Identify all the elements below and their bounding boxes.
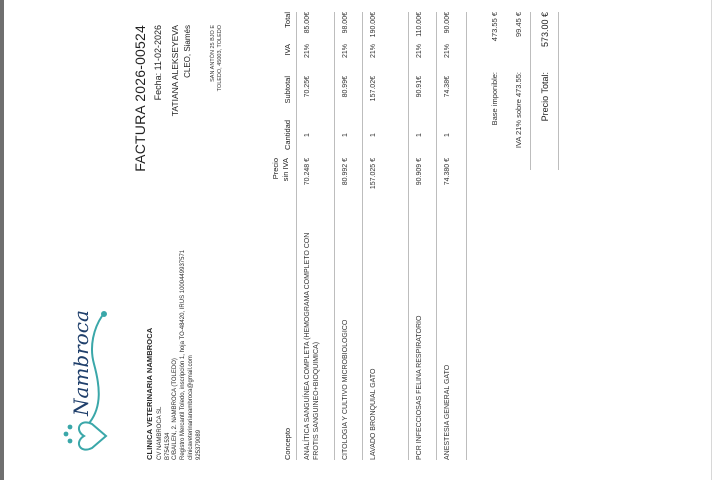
base-imponible-value: 473.55 € <box>490 12 499 42</box>
invoice-title: FACTURA 2026-00524 <box>132 25 148 172</box>
row-concepto: PCR INFECCIOSAS FELINA RESPIRATORIO <box>416 315 423 460</box>
row-subtotal: 80.99€ <box>342 76 349 98</box>
row-total: 98.00€ <box>342 12 349 34</box>
row-iva: 21% <box>304 44 311 59</box>
row-total: 90.00€ <box>444 12 451 34</box>
clinic-name: CLINICA VETERINARIA NAMBROCA <box>145 327 154 460</box>
row-subtotal: 90.91€ <box>416 76 423 98</box>
header-precio <box>271 158 291 210</box>
invoice-page <box>30 10 710 470</box>
customer-address <box>210 25 224 91</box>
row-precio: 90.909 € <box>416 158 423 186</box>
row-precio: 157.025 € <box>370 158 377 190</box>
customer-address-line1: SAN ANTÓN 25 BJO E <box>210 25 216 82</box>
row-iva: 21% <box>370 44 377 59</box>
row-subtotal: 157.02€ <box>370 76 377 102</box>
row-subtotal: 70.25€ <box>304 76 311 98</box>
header-subtotal: Subtotal <box>283 76 292 104</box>
row-cantidad: 1 <box>416 133 423 137</box>
base-imponible-label: Base imponible: <box>490 72 499 126</box>
row-iva: 21% <box>416 44 423 59</box>
table-row <box>296 12 335 460</box>
precio-total-label: Precio Total: <box>540 72 550 122</box>
row-total: 190.00€ <box>370 12 377 38</box>
row-precio: 70.248 € <box>304 158 311 186</box>
table-row <box>362 12 409 460</box>
totals-divider <box>530 12 531 170</box>
iva-total-label: IVA 21% sobre 473.55: <box>514 72 523 149</box>
header-precio-line2: sin IVA <box>280 158 290 182</box>
precio-total-value: 573.00 € <box>540 12 550 48</box>
row-concepto: ANESTESIA GENERAL GATO <box>444 364 451 460</box>
clinic-company: CV NAMBROCA SL <box>156 406 163 460</box>
customer-name: TATIANA ALEKSEYEVA <box>170 25 180 117</box>
row-total: 85.00€ <box>304 12 311 34</box>
right-border <box>711 0 720 480</box>
svg-text:Nambroca: Nambroca <box>69 310 93 416</box>
header-concepto: Concepto <box>283 427 292 460</box>
left-border <box>0 0 4 480</box>
table-row <box>436 12 467 460</box>
clinic-info <box>145 225 204 460</box>
iva-total-value: 99.45 € <box>514 12 523 38</box>
row-precio: 74.380 € <box>444 158 451 186</box>
pet-info: CLEO, Siamés <box>183 25 192 78</box>
header-precio-line1: Precio <box>271 158 280 180</box>
clinic-address: C/BAILEN, 2. NAMBROCA (TOLEDO) <box>172 358 179 460</box>
row-iva: 21% <box>444 44 451 59</box>
header-cantidad: Cantidad <box>283 119 292 151</box>
row-cantidad: 1 <box>370 133 377 137</box>
header-total: Total <box>283 12 292 28</box>
row-iva: 21% <box>342 44 349 59</box>
row-cantidad: 1 <box>304 133 311 137</box>
totals-bottom-divider <box>558 12 559 170</box>
table-bottom-divider <box>466 12 467 460</box>
row-concepto: CITOLOGIA Y CULTIVO MICROBIOLOGICO <box>342 319 349 460</box>
row-cantidad: 1 <box>342 133 349 137</box>
row-total: 110.00€ <box>416 12 423 37</box>
row-concepto: LAVADO BRONQUIAL GATO <box>370 368 377 460</box>
header-iva: IVA <box>283 44 292 56</box>
table-row <box>334 12 363 460</box>
paw-heart-icon <box>50 306 120 456</box>
clinic-phone: 925379089 <box>195 429 202 460</box>
customer-address-line2: TOLEDO, 45003, TOLEDO <box>217 25 224 92</box>
row-concepto: ANALÍTICA SANGUÍNEA COMPLETA (HEMOGRAMA COMPLETO CON FROTIS SANGUINEO+BIOQUIMICA) <box>304 232 320 460</box>
clinic-tax-id: B7541534 <box>164 432 171 460</box>
row-cantidad: 1 <box>444 133 451 137</box>
clinic-email: clinicaveterinarianambroca@gmail.com <box>187 355 194 460</box>
row-precio: 80.992 € <box>342 158 349 186</box>
clinic-registry: Registro Mercantil Toledo, inscripción 1, hoja TO-48420, IRUS 1000449937571 <box>180 249 187 460</box>
clinic-logo <box>50 306 120 456</box>
row-subtotal: 74.38€ <box>444 76 451 98</box>
table-row <box>408 12 437 460</box>
invoice-date: Fecha: 11-02-2026 <box>153 25 163 101</box>
